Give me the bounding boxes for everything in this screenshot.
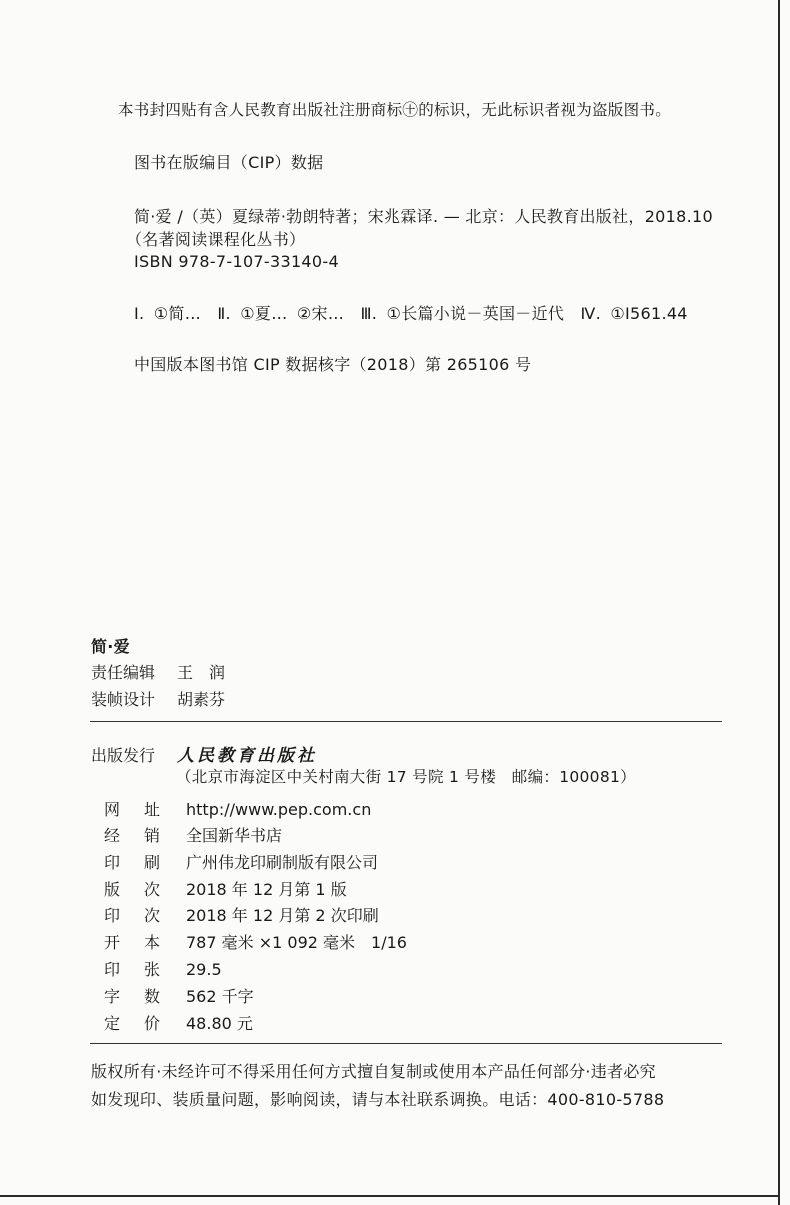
detail-value: 2018 年 12 月第 2 次印刷 (186, 906, 379, 925)
editor-label: 责任编辑 (91, 663, 156, 682)
publisher-label: 出版发行 (91, 746, 156, 765)
cip-title: 图书在版编目（CIP）数据 (134, 153, 324, 172)
divider-top (90, 721, 722, 722)
detail-value: 2018 年 12 月第 1 版 (186, 880, 347, 899)
detail-key: 印次 (104, 906, 185, 925)
cip-isbn: ISBN 978-7-107-33140-4 (134, 252, 339, 271)
detail-value: http://www.pep.com.cn (186, 800, 372, 819)
detail-key: 字数 (104, 987, 185, 1006)
detail-value: 广州伟龙印刷制版有限公司 (186, 853, 379, 872)
designer-label: 装帧设计 (91, 690, 156, 709)
copyright-statement: 版权所有·未经许可不得采用任何方式擅自复制或使用本产品任何部分·违者必究 (91, 1062, 656, 1081)
cip-classification: Ⅰ. ①简… Ⅱ. ①夏… ②宋… Ⅲ. ①长篇小说－英国－近代 Ⅳ. ①I561.44 (134, 304, 688, 323)
divider-bottom (90, 1043, 722, 1044)
detail-row-website (104, 797, 371, 820)
detail-value: 787 毫米 ×1 092 毫米 1/16 (186, 933, 407, 952)
detail-row-printer (104, 850, 378, 873)
designer-row (91, 687, 225, 710)
publisher-name-logotype: 人民教育出版社 (177, 746, 317, 766)
detail-key: 印张 (104, 960, 185, 979)
quality-contact: 如发现印、装质量问题，影响阅读，请与本社联系调换。电话：400-810-5788 (91, 1090, 665, 1109)
publisher-row (91, 741, 317, 766)
detail-key: 定价 (104, 1014, 185, 1033)
detail-value: 48.80 元 (186, 1014, 253, 1033)
detail-key: 经销 (104, 826, 185, 845)
detail-row-printing (104, 903, 379, 926)
detail-value: 562 千字 (186, 987, 254, 1006)
detail-key: 网址 (104, 800, 185, 819)
cip-series-line: （名著阅读课程化丛书） (126, 230, 306, 249)
detail-row-word-count (104, 984, 254, 1007)
page-edge-bottom (0, 1195, 780, 1197)
page-edge-right (778, 0, 780, 1205)
cip-entry-line: 简·爱 /（英）夏绿蒂·勃朗特著；宋兆霖译. — 北京：人民教育出版社，2018.10 (134, 207, 713, 226)
detail-key: 印刷 (104, 853, 185, 872)
editor-row (91, 660, 225, 683)
editor-name: 王 润 (177, 663, 226, 682)
publisher-address: （北京市海淀区中关村南大街 17 号院 1 号楼 邮编：100081） (176, 768, 636, 786)
designer-name: 胡素芬 (177, 690, 226, 709)
detail-value: 29.5 (186, 960, 222, 979)
cip-record-number: 中国版本图书馆 CIP 数据核字（2018）第 265106 号 (134, 355, 532, 374)
anti-piracy-notice: 本书封四贴有含人民教育出版社注册商标㊉的标识，无此标识者视为盗版图书。 (118, 101, 672, 119)
detail-row-format (104, 930, 407, 953)
book-title: 简·爱 (91, 637, 130, 656)
detail-value: 全国新华书店 (186, 826, 283, 845)
detail-row-edition (104, 877, 347, 900)
detail-row-sheets (104, 957, 222, 980)
detail-key: 开本 (104, 933, 185, 952)
detail-row-distributor (104, 823, 282, 846)
detail-row-price (104, 1011, 253, 1034)
detail-key: 版次 (104, 880, 185, 899)
